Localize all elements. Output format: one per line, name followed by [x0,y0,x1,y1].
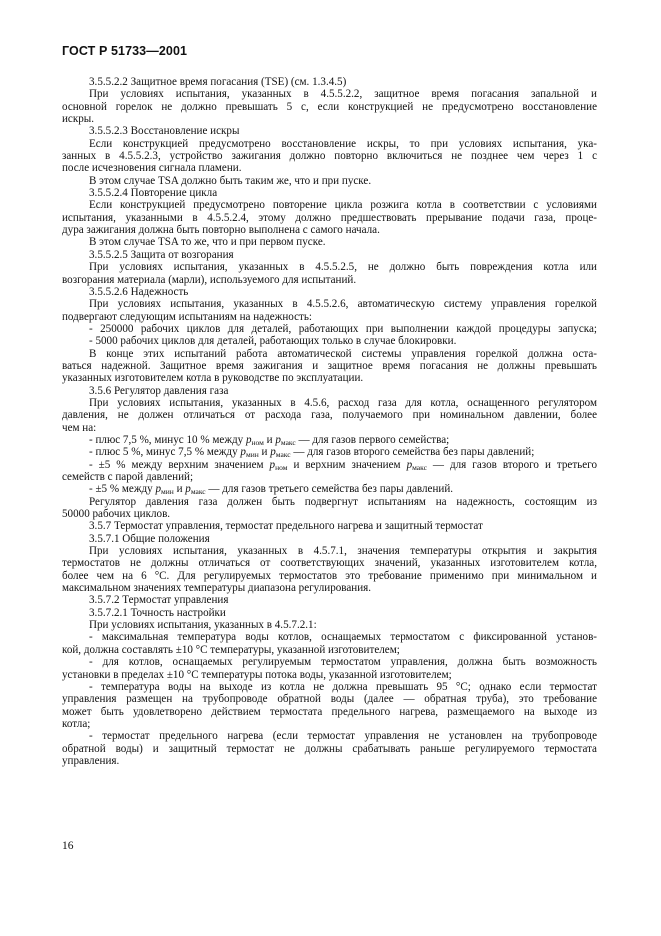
list-item-continuation: управления. [62,754,120,767]
pressure-symbol: p [275,433,281,446]
list-item [89,483,597,495]
paragraph-line: занных в 4.5.5.2.3, устройство зажигания должно повторно включиться не позднее чем через 1 с [62,150,597,163]
list-item-text: и верхним значением [287,458,407,471]
section-heading: 3.5.6 Регулятор давления газа [89,384,229,397]
paragraph-line: ваться надежной. Защитное время зажигания и защитное время погасания не должны превышать [62,359,597,372]
paragraph-line: При условиях испытания, указанных в 4.5.6, расход газа для котла, оснащенного регулятором [89,396,597,409]
section-heading: 3.5.7 Термостат управления, термостат предельного нагрева и защитный термостат [89,520,483,533]
pressure-subscript: мин [161,487,174,497]
list-item-text: и [263,433,276,446]
section-heading: 3.5.5.2.2 Защитное время погасания (TSE) (см. 1.3.4.5) [89,76,347,88]
pressure-subscript: макс [190,487,206,497]
paragraph-line: основной горелок не должно превышать 5 с, если конструкцией не предусмотрено восстановление [62,100,597,113]
paragraph-line: При условиях испытания, указанных в 4.5.7.1, значения температуры открытия и закрытия [89,545,597,558]
pressure-symbol: p [240,446,246,459]
pressure-symbol: p [270,446,276,459]
pressure-symbol: p [245,433,252,446]
section-heading: 3.5.5.2.5 Защита от возгорания [89,248,234,261]
pressure-subscript: ном [275,462,288,472]
list-item-continuation: котла; [62,717,91,730]
pressure-symbol: p [185,483,191,496]
paragraph-line: Регулятор давления газа должен быть подвергнут испытаниям на надежность, состоящим из [89,495,597,508]
pressure-subscript: мин [245,450,259,460]
section-heading: 3.5.7.2 Термостат управления [89,594,229,607]
list-item-continuation: семейств с парой давлений; [62,471,194,483]
list-item [89,434,597,446]
list-item [89,446,597,458]
paragraph-line: испытания, указанными в 4.5.5.2.4, этому должно предшествовать прерывание подачи газа, проце- [62,211,597,224]
paragraph-line: подвергают следующим испытаниям на надежность: [62,310,313,323]
list-item-text: — для газов второго семейства без пары давлений; [290,446,535,459]
list-item-text: - ±5 % между [89,483,156,496]
paragraph-line: искры. [62,113,95,126]
list-item: - 5000 рабочих циклов для деталей, работающих только в случае блокировки. [89,335,457,348]
paragraph-line: максимальном значениях температуры диапазона регулирования. [62,582,372,595]
paragraph-line: Если конструкцией предусмотрено восстановление искры, то при условиях испытания, ука- [89,137,597,150]
pressure-subscript: ном [251,437,264,447]
paragraph-line: указанных изготовителем котла в руководстве по эксплуатации. [62,372,364,385]
page-number: 16 [62,840,74,852]
list-item: - термостат предельного нагрева (если термостат управления не установлен на трубопроводе [89,730,597,743]
paragraph-line: более чем на 6 °С. Для регулируемых термостатов это требование применимо при минимальном и [62,569,597,582]
list-item: - для котлов, оснащаемых регулируемым термостатом управления, должна быть возможность [89,656,597,669]
pressure-symbol: p [269,458,276,471]
paragraph-line: после исчезновения сигнала пламени. [62,162,242,175]
list-item [89,459,597,471]
list-item-text: и [258,446,271,459]
paragraph-line: давления, не должен отличаться от расхода газа, получаемого при номинальном давлении, более [62,409,597,422]
list-item-text: - ±5 % между верхним значением [89,458,270,471]
pressure-subscript: макс [280,437,296,447]
section-heading: 3.5.5.2.3 Восстановление искры [89,125,240,138]
list-item-text: и [173,483,186,496]
paragraph-line: дура зажигания должна быть повторно выполнена с самого начала. [62,224,380,237]
list-item-text: — для газов первого семейства; [295,433,450,446]
pressure-subscript: макс [275,450,291,460]
list-item-continuation: может быть удовлетворено действием термостата предельного нагрева, размещаемого на выходе из [62,705,597,718]
list-item: - температура воды на выходе из котла не должна превышать 95 °С; однако если термостат [89,680,597,693]
paragraph-line: При условиях испытания, указанных в 4.5.5.2.6, автоматическую систему управления горелкой [89,298,597,311]
list-item: - максимальная температура воды котлов, оснащаемых термостатом с фиксированной установ- [89,631,597,644]
paragraph-line: термостатов не должны отличаться от соответствующих значений, указанных изготовителем котла, [62,557,597,570]
paragraph-line: 50000 рабочих циклов. [62,508,171,521]
section-heading: 3.5.7.2.1 Точность настройки [89,606,226,619]
paragraph-line: В конце этих испытаний работа автоматической системы управления горелкой должна оста- [89,347,597,360]
document-header: ГОСТ Р 51733—2001 [62,44,188,58]
section-heading: 3.5.7.1 Общие положения [89,532,210,545]
pressure-symbol: p [155,483,162,496]
section-heading: 3.5.5.2.6 Надежность [89,285,189,298]
list-item-text: — для газов второго и третьего [426,458,597,471]
list-item-text: — для газов третьего семейства без пары давлений. [205,483,454,496]
paragraph-line: В этом случае TSA должно быть таким же, что и при пуске. [89,174,372,187]
list-item: - 250000 рабочих циклов для деталей, работающих при выполнении каждой процедуры запуска; [89,322,597,335]
paragraph-line: В этом случае TSA то же, что и при первом пуске. [89,236,326,249]
paragraph-line: При условиях испытания, указанных в 4.5.5.2.5, не должно быть повреждения котла или [89,261,597,274]
list-item-continuation: управления размещен на трубопроводе обратной воды (далее — обратная труба), это требование [62,693,597,706]
paragraph-line: чем на: [62,421,97,434]
section-heading: 3.5.5.2.4 Повторение цикла [89,187,218,200]
paragraph-line: возгорания материала (марли), используемого для испытаний. [62,273,357,286]
list-item-text: - плюс 5 %, минус 7,5 % между [89,446,241,459]
list-item-continuation: установки в пределах ±10 °С температуры потока воды, указанной изготовителем; [62,668,452,681]
paragraph-line: При условиях испытания, указанных в 4.5.5.2.2, защитное время погасания запальной и [89,88,597,101]
list-item-continuation: обратной воды) и защитный термостат не должны срабатывать раньше регулируемого термостата [62,742,597,755]
list-item-text: - плюс 7,5 %, минус 10 % между [89,433,246,446]
list-item-continuation: кой, должна составлять ±10 °С температуры, указанной изготовителем; [62,643,400,656]
pressure-subscript: макс [412,462,427,472]
paragraph-line: При условиях испытания, указанных в 4.5.7.2.1: [89,619,317,632]
pressure-symbol: p [406,458,413,471]
paragraph-line: Если конструкцией предусмотрено повторение цикла розжига котла в соответствии с условиями [89,199,597,212]
document-body [62,76,597,767]
